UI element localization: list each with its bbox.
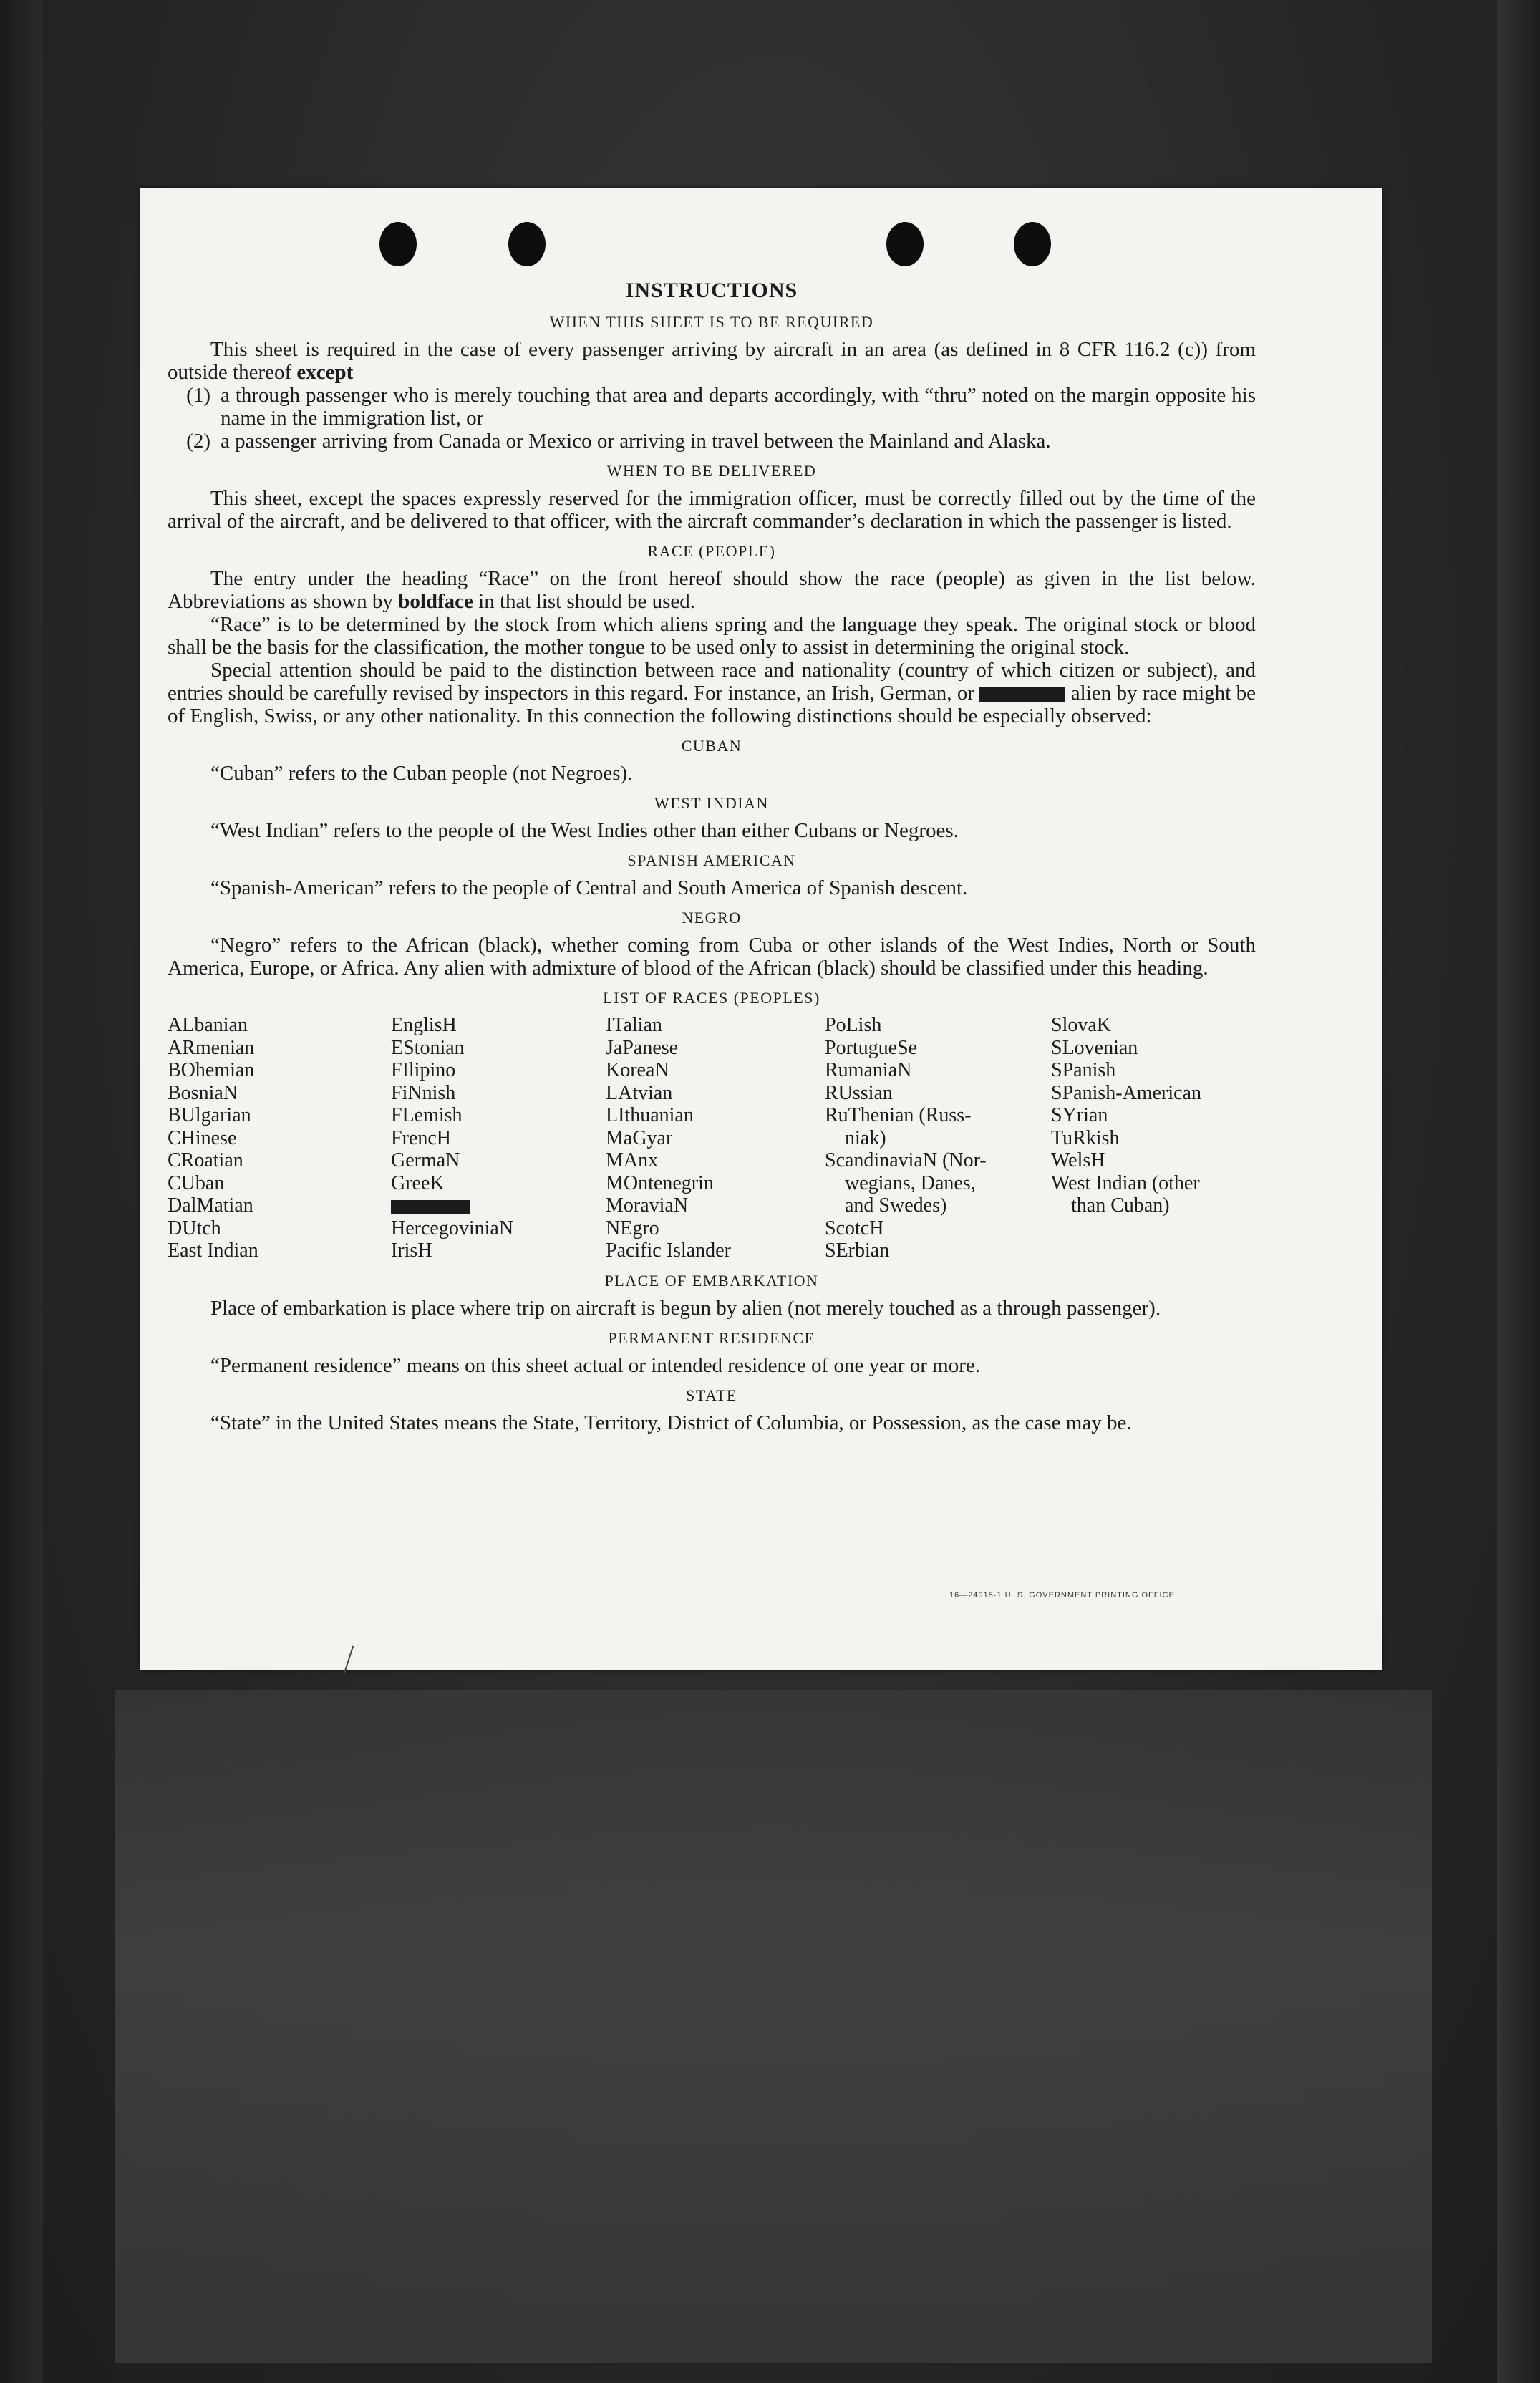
race-entry: BUlgarian xyxy=(168,1104,251,1126)
heading-spanish-american: SPANISH AMERICAN xyxy=(627,851,796,869)
punch-hole xyxy=(508,222,546,266)
race-entry: RUssian xyxy=(825,1081,893,1104)
page-title: INSTRUCTIONS xyxy=(625,279,798,302)
race-entry: CRoatian xyxy=(168,1149,243,1171)
state-text: “State” in the United States means the State, Territory, District of Columbia, or Possession, as the case may be. xyxy=(210,1411,1132,1434)
race-entry: MaGyar xyxy=(606,1126,673,1149)
race-entry: CHinese xyxy=(168,1126,237,1149)
punch-hole xyxy=(886,222,924,266)
race-entry: than Cuban) xyxy=(1071,1194,1170,1217)
pencil-mark xyxy=(344,1646,354,1674)
cuban-text: “Cuban” refers to the Cuban people (not Negroes). xyxy=(210,762,633,785)
race-entry: PortugueSe xyxy=(825,1036,918,1059)
race-entry: TuRkish xyxy=(1051,1126,1120,1149)
race-entry: MOntenegrin xyxy=(606,1171,714,1194)
sheet-content xyxy=(168,279,1256,1434)
race-entry: GermaN xyxy=(391,1149,460,1171)
race-entry: IrisH xyxy=(391,1239,432,1262)
race-p3-text-end: alien by race might be of English, Swiss, or any other nationality. In this connection the following distinctions should be especially observed: xyxy=(168,682,1256,728)
race-entry: ScandinaviaN (Nor- xyxy=(825,1149,987,1171)
heading-permanent-residence: PERMANENT RESIDENCE xyxy=(608,1328,815,1347)
race-entry: Pacific Islander xyxy=(606,1239,731,1262)
race-entry: EStonian xyxy=(391,1036,465,1059)
race-entry: SPanish xyxy=(1051,1059,1116,1081)
race-entry: FIlipino xyxy=(391,1059,456,1081)
race-entry: wegians, Danes, xyxy=(845,1171,976,1194)
race-list-column-5 xyxy=(1051,1014,1256,1262)
heading-list-of-races: LIST OF RACES (PEOPLES) xyxy=(603,989,820,1007)
heading-west-indian: WEST INDIAN xyxy=(654,794,769,812)
race-entry: MAnx xyxy=(606,1149,659,1171)
race-paragraph-1 xyxy=(168,567,1256,613)
item-number: (2) xyxy=(186,430,210,453)
required-item-2 xyxy=(168,430,1256,453)
race-entry: LAtvian xyxy=(606,1081,673,1104)
item-text: a through passenger who is merely touching that area and departs accordingly, with “thru” noted on the margin opposite his name in the immigration list, or xyxy=(221,384,1256,430)
embarkation-text: Place of embarkation is place where trip on aircraft is begun by alien (not merely touched as a through passenger). xyxy=(210,1296,1161,1320)
heading-when-required: WHEN THIS SHEET IS TO BE REQUIRED xyxy=(549,313,874,331)
race-list-column-4 xyxy=(825,1014,1051,1262)
race-p1-bold: boldface xyxy=(398,590,473,613)
race-entry: NEgro xyxy=(606,1217,659,1239)
required-intro xyxy=(168,338,1256,384)
race-entry: West Indian (other xyxy=(1051,1171,1200,1194)
race-list-column-1 xyxy=(168,1014,391,1262)
race-entry: ScotcH xyxy=(825,1217,884,1239)
race-entry: SLovenian xyxy=(1051,1036,1138,1059)
race-entry: EnglisH xyxy=(391,1014,457,1036)
required-item-1 xyxy=(168,384,1256,430)
redaction-mark xyxy=(979,687,1065,702)
instruction-sheet xyxy=(140,188,1382,1670)
delivered-text: This sheet, except the spaces expressly reserved for the immigration officer, must be correctly filled out by the time of the arrival of the aircraft, and be delivered to that officer, with the aircraft commander’s declaration in which the passenger is listed. xyxy=(168,487,1256,533)
race-list xyxy=(168,1014,1256,1262)
race-entry: GreeK xyxy=(391,1171,445,1194)
spanish-american-text: “Spanish-American” refers to the people of Central and South America of Spanish descent. xyxy=(210,876,968,899)
race-entry: niak) xyxy=(845,1126,886,1149)
race-entry: WelsH xyxy=(1051,1149,1105,1171)
race-entry-redacted xyxy=(391,1194,606,1217)
race-entry: BOhemian xyxy=(168,1059,255,1081)
race-p1-text: The entry under the heading “Race” on the front hereof should show the race (people) as given in the list below. Abbreviations as shown by xyxy=(168,567,1256,613)
film-background-lower xyxy=(115,1690,1432,2363)
heading-place-of-embarkation: PLACE OF EMBARKATION xyxy=(604,1271,819,1290)
item-number: (1) xyxy=(186,384,210,407)
item-text: a passenger arriving from Canada or Mexico or arriving in travel between the Mainland and Alaska. xyxy=(221,430,1051,453)
race-entry: SYrian xyxy=(1051,1104,1108,1126)
race-list-column-3 xyxy=(606,1014,825,1262)
race-entry: and Swedes) xyxy=(845,1194,947,1217)
heading-state: STATE xyxy=(686,1386,737,1404)
heading-negro: NEGRO xyxy=(682,909,742,927)
film-edge-right xyxy=(1497,0,1540,2383)
race-entry: JaPanese xyxy=(606,1036,679,1059)
race-entry: SlovaK xyxy=(1051,1014,1111,1036)
race-entry: FLemish xyxy=(391,1104,463,1126)
film-edge-left xyxy=(0,0,43,2383)
race-entry: FiNnish xyxy=(391,1081,456,1104)
race-list-column-2 xyxy=(391,1014,606,1262)
race-paragraph-2: “Race” is to be determined by the stock from which aliens spring and the language they speak. The original stock or blood shall be the basis for the classification, the mother tongue to be used only to assist in determining the original stock. xyxy=(168,613,1256,659)
race-p1-text-end: in that list should be used. xyxy=(473,590,696,613)
negro-text: “Negro” refers to the African (black), whether coming from Cuba or other islands of the West Indies, North or South America, Europe, or Africa. Any alien with admixture of blood of the African (black) should be classified under this heading. xyxy=(168,934,1256,980)
race-entry: RuThenian (Russ- xyxy=(825,1104,972,1126)
race-entry: ALbanian xyxy=(168,1014,248,1036)
race-entry: SPanish-American xyxy=(1051,1081,1201,1104)
race-entry: KoreaN xyxy=(606,1059,669,1081)
race-entry: HercegoviniaN xyxy=(391,1217,514,1239)
required-intro-text: This sheet is required in the case of every passenger arriving by aircraft in an area (as defined in 8 CFR 116.2 (c)) from outside thereof xyxy=(168,338,1256,384)
heading-when-delivered: WHEN TO BE DELIVERED xyxy=(606,462,817,480)
punch-hole xyxy=(1014,222,1051,266)
race-entry: MoraviaN xyxy=(606,1194,689,1217)
race-entry: East Indian xyxy=(168,1239,258,1262)
race-entry: CUban xyxy=(168,1171,225,1194)
race-entry: BosniaN xyxy=(168,1081,238,1104)
redaction-mark xyxy=(391,1200,470,1214)
race-entry: DalMatian xyxy=(168,1194,253,1217)
race-entry: SErbian xyxy=(825,1239,890,1262)
printing-office-code: 16—24915-1 U. S. GOVERNMENT PRINTING OFFICE xyxy=(949,1591,1175,1600)
race-p3-text: Special attention should be paid to the distinction between race and nationality (country of which citizen or subject), and entries should be carefully revised by inspectors in this regard. For instance, an Irish, German, or xyxy=(168,659,1256,705)
race-entry: FrencH xyxy=(391,1126,451,1149)
punch-hole xyxy=(379,222,417,266)
west-indian-text: “West Indian” refers to the people of the West Indies other than either Cubans or Negroes. xyxy=(210,819,959,842)
heading-race: RACE (PEOPLE) xyxy=(647,542,776,560)
race-entry: ARmenian xyxy=(168,1036,255,1059)
race-entry: DUtch xyxy=(168,1217,221,1239)
required-intro-bold: except xyxy=(296,361,354,384)
race-paragraph-3 xyxy=(168,659,1256,728)
race-entry: PoLish xyxy=(825,1014,882,1036)
race-entry: RumaniaN xyxy=(825,1059,912,1081)
residence-text: “Permanent residence” means on this sheet actual or intended residence of one year or more. xyxy=(210,1353,980,1377)
race-entry: ITalian xyxy=(606,1014,662,1036)
heading-cuban: CUBAN xyxy=(681,737,742,755)
race-entry: LIthuanian xyxy=(606,1104,694,1126)
